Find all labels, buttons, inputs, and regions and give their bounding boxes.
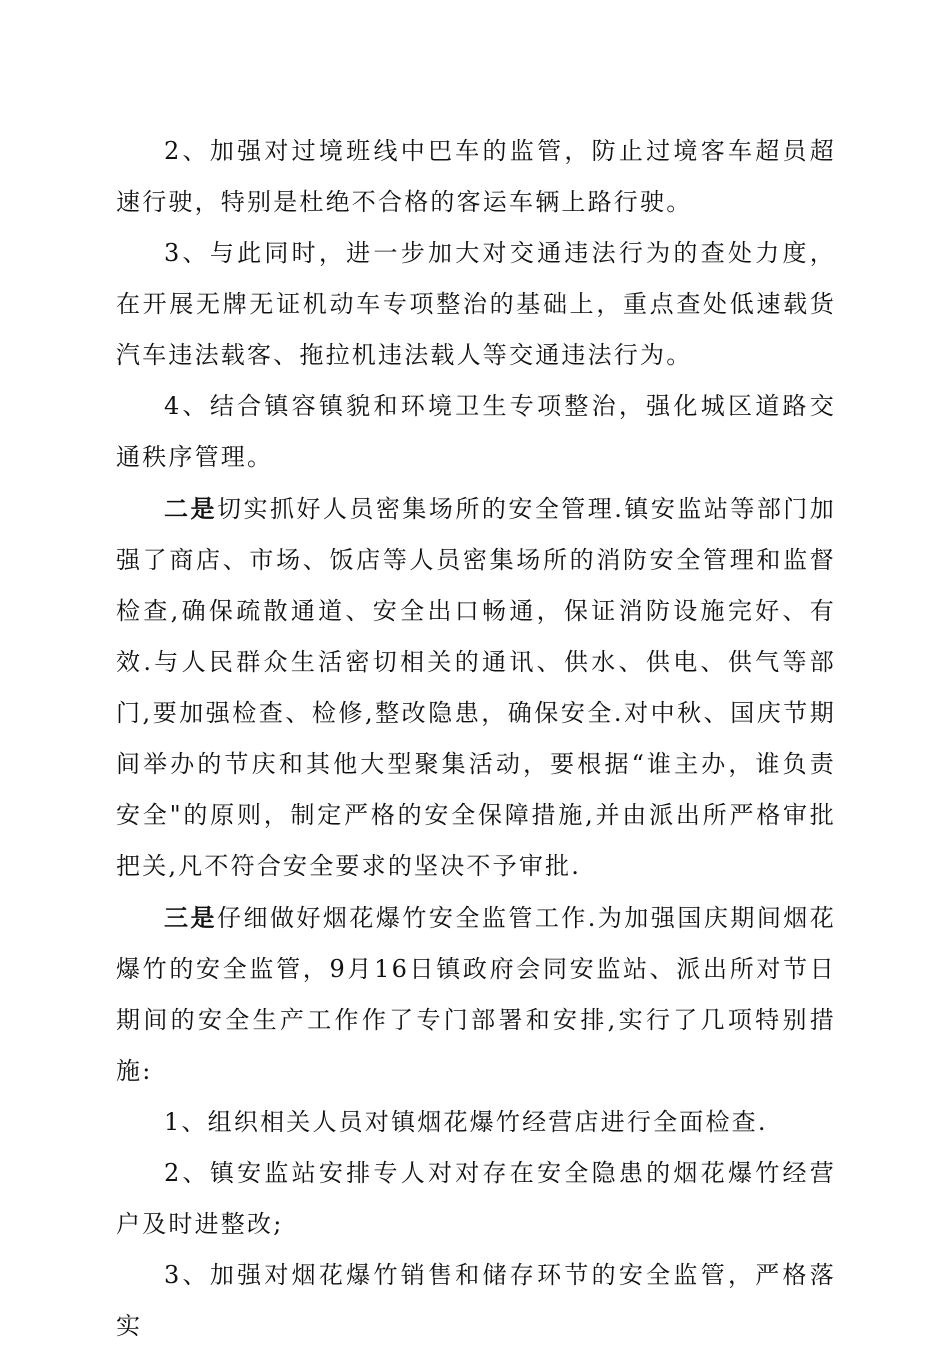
paragraph-fireworks	[116, 892, 836, 1097]
paragraph-text: 3、加强对烟花爆竹销售和储存环节的安全监管，严格落实	[116, 1261, 836, 1340]
paragraph-fireworks-3	[116, 1250, 836, 1352]
paragraph-crowded-places	[116, 483, 836, 892]
paragraph-text: 1、组织相关人员对镇烟花爆竹经营店进行全面检查.	[164, 1108, 768, 1136]
paragraph-fireworks-1	[116, 1097, 836, 1148]
paragraph-text: 2、镇安监站安排专人对对存在安全隐患的烟花爆竹经营户及时进整改;	[116, 1159, 836, 1238]
paragraph-fireworks-2	[116, 1148, 836, 1250]
paragraph-text: 3、与此同时，进一步加大对交通违法行为的查处力度，在开展无牌无证机动车专项整治的基础上，重点查处低速载货汽车违法载客、拖拉机违法载人等交通违法行为。	[116, 239, 836, 369]
paragraph-text: 切实抓好人员密集场所的安全管理.镇安监站等部门加强了商店、市场、饭店等人员密集场所的消防安全管理和监督检查,确保疏散通道、安全出口畅通，保证消防设施完好、有效.与人民群众生活密切相关的通讯、供水、供电、供气等部门,要加强检查、检修,整改隐患，确保安全.对中秋、国庆节期间举办的节庆和其他大型聚集活动，要根据“谁主办，谁负责安全"的原则，制定严格的安全保障措施,并由派出所严格审批把关,凡不符合安全要求的坚决不予审批.	[116, 495, 836, 880]
paragraph-text: 4、结合镇容镇貌和环境卫生专项整治，强化城区道路交通秩序管理。	[116, 392, 836, 471]
paragraph-traffic-2	[116, 126, 836, 228]
paragraph-lead: 三是	[164, 903, 217, 932]
paragraph-text: 仔细做好烟花爆竹安全监管工作.为加强国庆期间烟花爆竹的安全监管，9月16日镇政府会同安监站、派出所对节日期间的安全生产工作作了专门部署和安排,实行了几项特别措施:	[116, 904, 836, 1085]
document-body	[116, 126, 836, 1352]
paragraph-traffic-3	[116, 228, 836, 381]
paragraph-text: 2、加强对过境班线中巴车的监管，防止过境客车超员超速行驶，特别是杜绝不合格的客运车辆上路行驶。	[116, 137, 836, 216]
paragraph-lead: 二是	[164, 494, 217, 523]
paragraph-traffic-4	[116, 381, 836, 483]
